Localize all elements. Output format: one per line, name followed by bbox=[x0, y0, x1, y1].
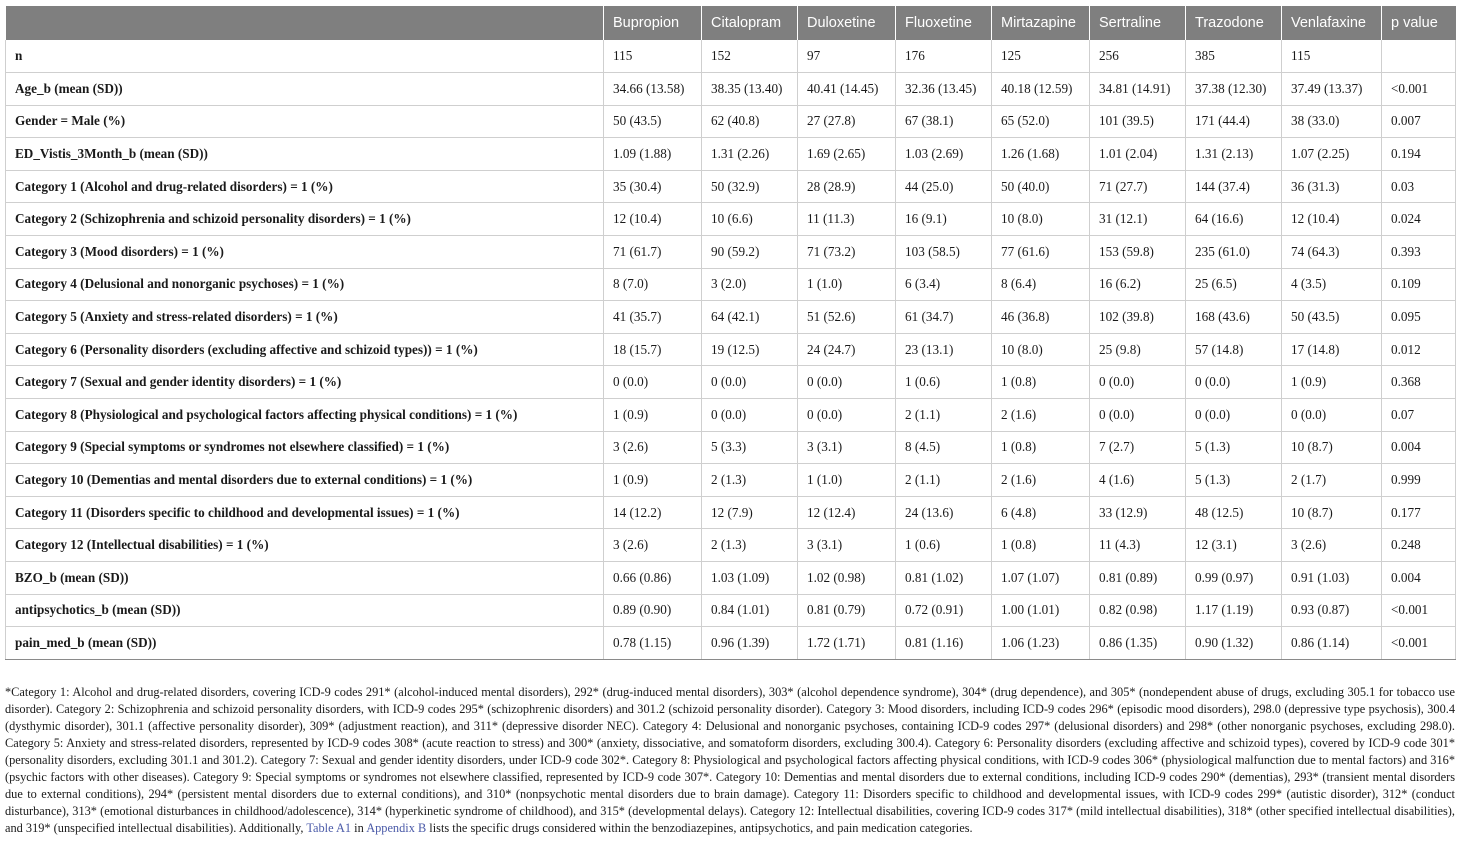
table-cell: <0.001 bbox=[1382, 594, 1456, 627]
table-cell: 103 (58.5) bbox=[896, 236, 992, 269]
table-cell: 6 (4.8) bbox=[992, 496, 1090, 529]
table-cell: 23 (13.1) bbox=[896, 333, 992, 366]
table-footnote bbox=[5, 684, 1455, 837]
header-cell: Citalopram bbox=[702, 6, 798, 40]
table-cell: 2 (1.3) bbox=[702, 464, 798, 497]
table-cell: 0.81 (1.16) bbox=[896, 627, 992, 660]
table-cell: 28 (28.9) bbox=[798, 170, 896, 203]
table-cell: 37.49 (13.37) bbox=[1282, 73, 1382, 106]
table-cell: 1 (0.9) bbox=[1282, 366, 1382, 399]
table-cell: 77 (61.6) bbox=[992, 236, 1090, 269]
table-cell: 90 (59.2) bbox=[702, 236, 798, 269]
table-cell: 0 (0.0) bbox=[798, 366, 896, 399]
footnote-mid: in bbox=[354, 821, 364, 835]
table-cell: 36 (31.3) bbox=[1282, 170, 1382, 203]
table-cell: 5 (1.3) bbox=[1186, 431, 1282, 464]
table-cell: 41 (35.7) bbox=[604, 301, 702, 334]
table-row bbox=[6, 464, 1456, 497]
table-cell: 0.999 bbox=[1382, 464, 1456, 497]
table-cell: 0.07 bbox=[1382, 399, 1456, 432]
table-row bbox=[6, 203, 1456, 236]
table-cell: 115 bbox=[604, 40, 702, 73]
table-cell: 0 (0.0) bbox=[1282, 399, 1382, 432]
table-cell: 152 bbox=[702, 40, 798, 73]
table-cell: 5 (3.3) bbox=[702, 431, 798, 464]
table-cell: 0.109 bbox=[1382, 268, 1456, 301]
table-cell: 1.31 (2.26) bbox=[702, 138, 798, 171]
table-container bbox=[5, 6, 1455, 660]
table-cell: 1.17 (1.19) bbox=[1186, 594, 1282, 627]
table-cell: 1 (0.9) bbox=[604, 399, 702, 432]
table-cell: 0.393 bbox=[1382, 236, 1456, 269]
table-cell: 0.012 bbox=[1382, 333, 1456, 366]
table-cell: 0 (0.0) bbox=[604, 366, 702, 399]
row-label: Category 5 (Anxiety and stress-related disorders) = 1 (%) bbox=[6, 301, 604, 334]
table-cell: 14 (12.2) bbox=[604, 496, 702, 529]
table-cell: 0.03 bbox=[1382, 170, 1456, 203]
table-cell: 0.86 (1.14) bbox=[1282, 627, 1382, 660]
table-cell: 0.81 (1.02) bbox=[896, 562, 992, 595]
table-cell: 8 (7.0) bbox=[604, 268, 702, 301]
table-cell: 0.72 (0.91) bbox=[896, 594, 992, 627]
table-cell: 0 (0.0) bbox=[702, 399, 798, 432]
table-row bbox=[6, 366, 1456, 399]
data-table bbox=[5, 6, 1456, 660]
table-cell: 74 (64.3) bbox=[1282, 236, 1382, 269]
table-row bbox=[6, 431, 1456, 464]
table-cell: 50 (32.9) bbox=[702, 170, 798, 203]
table-cell: 1.09 (1.88) bbox=[604, 138, 702, 171]
table-row bbox=[6, 170, 1456, 203]
table-cell: 19 (12.5) bbox=[702, 333, 798, 366]
table-cell: 10 (8.0) bbox=[992, 203, 1090, 236]
table-cell: 1.07 (2.25) bbox=[1282, 138, 1382, 171]
table-cell: 256 bbox=[1090, 40, 1186, 73]
table-cell: 3 (2.6) bbox=[604, 529, 702, 562]
footnote-end: lists the specific drugs considered within the benzodiazepines, antipsychotics, and pain medication categories. bbox=[429, 821, 973, 835]
table-cell: 0.90 (1.32) bbox=[1186, 627, 1282, 660]
table-row bbox=[6, 333, 1456, 366]
table-cell: 235 (61.0) bbox=[1186, 236, 1282, 269]
table-cell: 12 (7.9) bbox=[702, 496, 798, 529]
table-cell: 1 (0.8) bbox=[992, 529, 1090, 562]
table-cell: 33 (12.9) bbox=[1090, 496, 1186, 529]
table-cell: 62 (40.8) bbox=[702, 105, 798, 138]
footnote-text: *Category 1: Alcohol and drug-related disorders, covering ICD-9 codes 291* (alcohol-induced mental disorders), 292* (drug-induced mental disorders), 303* (alcohol dependence syndrome), 304* (drug dependence), and 305* (nondependent abuse of drugs, excluding 305.1 for tobacco use disorder). Category 2: Schizophrenia and schizoid personality disorders, with ICD-9 codes 295* (schizophrenic disorders) and 301.2 (schizoid personality disorder). Category 3: Mood disorders, including ICD-9 codes 296* (episodic mood disorders), 298.0 (depressive type psychosis), 300.4 (dysthymic disorder), 301.1 (affective personality disorder), 309* (adjustment reaction), and 311* (depressive disorder NEC). Category 4: Delusional and nonorganic psychoses, containing ICD-9 codes 297* (delusional disorders) and 298* (other nonorganic psychoses, excluding 298.0). Category 5: Anxiety and stress-related disorders, represented by ICD-9 codes 308* (acute reaction to stress) and 300* (anxiety, dissociative, and somatoform disorders, excluding 300.4). Category 6: Personality disorders (excluding affective and schizoid types), covered by ICD-9 code 301* (personality disorders, excluding 301.1 and 301.2). Category 7: Sexual and gender identity disorders, under ICD-9 code 302*. Category 8: Physiological and psychological factors affecting physical conditions, with ICD-9 codes 306* (physiological malfunction due to mental factors) and 316* (psychic factors with other diseases). Category 9: Special symptoms or syndromes not elsewhere classified, represented by ICD-9 code 307*. Category 10: Dementias and mental disorders due to external conditions, including ICD-9 codes 290* (dementias), 293* (transient mental disorders due to external conditions), 294* (persistent mental disorders due to external conditions), and 310* (nonpsychotic mental disorders due to brain damage). Category 11: Disorders specific to childhood and developmental issues, with ICD-9 codes 299* (autistic disorder), 312* (conduct disturbance), 313* (emotional disturbances in childhood/adolescence), 314* (hyperkinetic syndrome of childhood), and 315* (developmental delays). Category 12: Intellectual disabilities, covering ICD-9 codes 317* (mild intellectual disabilities), 318* (other specified intellectual disabilities), and 319* (unspecified intellectual disabilities). Additionally, bbox=[5, 685, 1455, 835]
table-row bbox=[6, 529, 1456, 562]
table-cell: 3 (2.0) bbox=[702, 268, 798, 301]
table-cell: 10 (8.0) bbox=[992, 333, 1090, 366]
row-label: Category 1 (Alcohol and drug-related disorders) = 1 (%) bbox=[6, 170, 604, 203]
table-cell: 40.41 (14.45) bbox=[798, 73, 896, 106]
table-cell: 5 (1.3) bbox=[1186, 464, 1282, 497]
table-cell: 101 (39.5) bbox=[1090, 105, 1186, 138]
table-cell: 0.91 (1.03) bbox=[1282, 562, 1382, 595]
table-cell: 0 (0.0) bbox=[1186, 399, 1282, 432]
table-cell bbox=[1382, 40, 1456, 73]
table-cell: 46 (36.8) bbox=[992, 301, 1090, 334]
table-row bbox=[6, 496, 1456, 529]
table-cell: 1.72 (1.71) bbox=[798, 627, 896, 660]
table-cell: 0.89 (0.90) bbox=[604, 594, 702, 627]
table-cell: 48 (12.5) bbox=[1186, 496, 1282, 529]
header-cell-label bbox=[6, 6, 604, 40]
header-cell: Bupropion bbox=[604, 6, 702, 40]
header-cell: Sertraline bbox=[1090, 6, 1186, 40]
table-cell: 1 (0.8) bbox=[992, 431, 1090, 464]
table-cell: 8 (4.5) bbox=[896, 431, 992, 464]
table-cell: 11 (11.3) bbox=[798, 203, 896, 236]
table-cell: 1.31 (2.13) bbox=[1186, 138, 1282, 171]
table-cell: 115 bbox=[1282, 40, 1382, 73]
table-cell: 1.07 (1.07) bbox=[992, 562, 1090, 595]
table-cell: 2 (1.6) bbox=[992, 464, 1090, 497]
table-cell: 10 (8.7) bbox=[1282, 496, 1382, 529]
table-cell: 44 (25.0) bbox=[896, 170, 992, 203]
table-row bbox=[6, 627, 1456, 660]
table-cell: 2 (1.3) bbox=[702, 529, 798, 562]
row-label: Category 11 (Disorders specific to childhood and developmental issues) = 1 (%) bbox=[6, 496, 604, 529]
table-cell: 35 (30.4) bbox=[604, 170, 702, 203]
table-cell: 64 (16.6) bbox=[1186, 203, 1282, 236]
table-cell: 144 (37.4) bbox=[1186, 170, 1282, 203]
table-cell: 71 (61.7) bbox=[604, 236, 702, 269]
table-row bbox=[6, 73, 1456, 106]
row-label: antipsychotics_b (mean (SD)) bbox=[6, 594, 604, 627]
header-cell: p value bbox=[1382, 6, 1456, 40]
table-cell: 1 (0.9) bbox=[604, 464, 702, 497]
table-cell: 12 (3.1) bbox=[1186, 529, 1282, 562]
table-cell: 0.177 bbox=[1382, 496, 1456, 529]
table-cell: 12 (10.4) bbox=[604, 203, 702, 236]
table-cell: 27 (27.8) bbox=[798, 105, 896, 138]
table-cell: 2 (1.1) bbox=[896, 464, 992, 497]
row-label: Category 4 (Delusional and nonorganic psychoses) = 1 (%) bbox=[6, 268, 604, 301]
table-cell: 0.86 (1.35) bbox=[1090, 627, 1186, 660]
table-cell: 1.02 (0.98) bbox=[798, 562, 896, 595]
row-label: Gender = Male (%) bbox=[6, 105, 604, 138]
table-cell: 10 (6.6) bbox=[702, 203, 798, 236]
table-row bbox=[6, 236, 1456, 269]
row-label: Category 8 (Physiological and psychological factors affecting physical conditions) = 1 (%) bbox=[6, 399, 604, 432]
table-cell: 16 (9.1) bbox=[896, 203, 992, 236]
table-cell: 0 (0.0) bbox=[1186, 366, 1282, 399]
table-cell: 2 (1.1) bbox=[896, 399, 992, 432]
table-cell: 11 (4.3) bbox=[1090, 529, 1186, 562]
table-cell: 0.004 bbox=[1382, 431, 1456, 464]
table-cell: 0.194 bbox=[1382, 138, 1456, 171]
table-cell: 2 (1.7) bbox=[1282, 464, 1382, 497]
header-cell: Trazodone bbox=[1186, 6, 1282, 40]
table-cell: 125 bbox=[992, 40, 1090, 73]
table-a1-link[interactable]: Table A1 bbox=[306, 821, 352, 835]
table-cell: 0.84 (1.01) bbox=[702, 594, 798, 627]
table-cell: 34.66 (13.58) bbox=[604, 73, 702, 106]
row-label: Category 3 (Mood disorders) = 1 (%) bbox=[6, 236, 604, 269]
table-cell: 0.095 bbox=[1382, 301, 1456, 334]
row-label: Category 10 (Dementias and mental disorders due to external conditions) = 1 (%) bbox=[6, 464, 604, 497]
table-cell: 1.03 (1.09) bbox=[702, 562, 798, 595]
table-cell: 1.69 (2.65) bbox=[798, 138, 896, 171]
table-cell: 57 (14.8) bbox=[1186, 333, 1282, 366]
row-label: Age_b (mean (SD)) bbox=[6, 73, 604, 106]
table-cell: 25 (9.8) bbox=[1090, 333, 1186, 366]
appendix-b-link[interactable]: Appendix B bbox=[366, 821, 427, 835]
table-cell: 2 (1.6) bbox=[992, 399, 1090, 432]
table-cell: 0 (0.0) bbox=[702, 366, 798, 399]
table-cell: 102 (39.8) bbox=[1090, 301, 1186, 334]
row-label: ED_Vistis_3Month_b (mean (SD)) bbox=[6, 138, 604, 171]
table-cell: 40.18 (12.59) bbox=[992, 73, 1090, 106]
table-cell: <0.001 bbox=[1382, 627, 1456, 660]
table-cell: 50 (43.5) bbox=[1282, 301, 1382, 334]
table-cell: 50 (43.5) bbox=[604, 105, 702, 138]
table-cell: 0.99 (0.97) bbox=[1186, 562, 1282, 595]
table-cell: 12 (10.4) bbox=[1282, 203, 1382, 236]
table-cell: 25 (6.5) bbox=[1186, 268, 1282, 301]
table-cell: 0.368 bbox=[1382, 366, 1456, 399]
table-cell: 97 bbox=[798, 40, 896, 73]
row-label: Category 6 (Personality disorders (excluding affective and schizoid types)) = 1 (%) bbox=[6, 333, 604, 366]
table-cell: 0.81 (0.79) bbox=[798, 594, 896, 627]
table-cell: 32.36 (13.45) bbox=[896, 73, 992, 106]
table-cell: 1.26 (1.68) bbox=[992, 138, 1090, 171]
table-row bbox=[6, 594, 1456, 627]
table-cell: 1 (0.6) bbox=[896, 529, 992, 562]
table-cell: 0.82 (0.98) bbox=[1090, 594, 1186, 627]
header-cell: Mirtazapine bbox=[992, 6, 1090, 40]
row-label: Category 12 (Intellectual disabilities) = 1 (%) bbox=[6, 529, 604, 562]
header-cell: Fluoxetine bbox=[896, 6, 992, 40]
table-cell: 71 (73.2) bbox=[798, 236, 896, 269]
table-cell: 3 (3.1) bbox=[798, 529, 896, 562]
table-cell: 1 (1.0) bbox=[798, 268, 896, 301]
table-cell: 17 (14.8) bbox=[1282, 333, 1382, 366]
table-cell: 0 (0.0) bbox=[1090, 366, 1186, 399]
table-cell: 38.35 (13.40) bbox=[702, 73, 798, 106]
table-cell: 0.007 bbox=[1382, 105, 1456, 138]
table-cell: 18 (15.7) bbox=[604, 333, 702, 366]
table-cell: 34.81 (14.91) bbox=[1090, 73, 1186, 106]
table-cell: 1 (1.0) bbox=[798, 464, 896, 497]
table-cell: 65 (52.0) bbox=[992, 105, 1090, 138]
row-label: Category 2 (Schizophrenia and schizoid personality disorders) = 1 (%) bbox=[6, 203, 604, 236]
table-cell: 0.66 (0.86) bbox=[604, 562, 702, 595]
table-row bbox=[6, 105, 1456, 138]
table-row bbox=[6, 40, 1456, 73]
table-cell: 0 (0.0) bbox=[798, 399, 896, 432]
table-cell: 24 (24.7) bbox=[798, 333, 896, 366]
table-cell: 64 (42.1) bbox=[702, 301, 798, 334]
table-row bbox=[6, 268, 1456, 301]
table-row bbox=[6, 301, 1456, 334]
table-cell: 16 (6.2) bbox=[1090, 268, 1186, 301]
table-cell: 3 (2.6) bbox=[1282, 529, 1382, 562]
table-cell: 1.06 (1.23) bbox=[992, 627, 1090, 660]
table-cell: 3 (3.1) bbox=[798, 431, 896, 464]
table-cell: 38 (33.0) bbox=[1282, 105, 1382, 138]
table-cell: 67 (38.1) bbox=[896, 105, 992, 138]
table-cell: 10 (8.7) bbox=[1282, 431, 1382, 464]
table-cell: 1.03 (2.69) bbox=[896, 138, 992, 171]
table-cell: 0.81 (0.89) bbox=[1090, 562, 1186, 595]
row-label: Category 7 (Sexual and gender identity disorders) = 1 (%) bbox=[6, 366, 604, 399]
table-cell: 0.248 bbox=[1382, 529, 1456, 562]
table-cell: 24 (13.6) bbox=[896, 496, 992, 529]
table-row bbox=[6, 562, 1456, 595]
row-label: pain_med_b (mean (SD)) bbox=[6, 627, 604, 660]
table-cell: 50 (40.0) bbox=[992, 170, 1090, 203]
table-cell: 7 (2.7) bbox=[1090, 431, 1186, 464]
table-cell: 0.78 (1.15) bbox=[604, 627, 702, 660]
header-cell: Duloxetine bbox=[798, 6, 896, 40]
row-label: BZO_b (mean (SD)) bbox=[6, 562, 604, 595]
table-cell: 0.004 bbox=[1382, 562, 1456, 595]
table-cell: 171 (44.4) bbox=[1186, 105, 1282, 138]
table-cell: 153 (59.8) bbox=[1090, 236, 1186, 269]
table-cell: <0.001 bbox=[1382, 73, 1456, 106]
table-cell: 385 bbox=[1186, 40, 1282, 73]
table-cell: 168 (43.6) bbox=[1186, 301, 1282, 334]
table-cell: 1.00 (1.01) bbox=[992, 594, 1090, 627]
table-cell: 12 (12.4) bbox=[798, 496, 896, 529]
table-cell: 51 (52.6) bbox=[798, 301, 896, 334]
header-cell: Venlafaxine bbox=[1282, 6, 1382, 40]
table-cell: 3 (2.6) bbox=[604, 431, 702, 464]
table-cell: 0.024 bbox=[1382, 203, 1456, 236]
table-cell: 176 bbox=[896, 40, 992, 73]
table-cell: 0.93 (0.87) bbox=[1282, 594, 1382, 627]
table-cell: 4 (3.5) bbox=[1282, 268, 1382, 301]
table-cell: 4 (1.6) bbox=[1090, 464, 1186, 497]
table-cell: 1 (0.8) bbox=[992, 366, 1090, 399]
table-cell: 1.01 (2.04) bbox=[1090, 138, 1186, 171]
table-cell: 0.96 (1.39) bbox=[702, 627, 798, 660]
table-cell: 61 (34.7) bbox=[896, 301, 992, 334]
table-cell: 6 (3.4) bbox=[896, 268, 992, 301]
row-label: Category 9 (Special symptoms or syndromes not elsewhere classified) = 1 (%) bbox=[6, 431, 604, 464]
row-label: n bbox=[6, 40, 604, 73]
table-cell: 31 (12.1) bbox=[1090, 203, 1186, 236]
table-cell: 0 (0.0) bbox=[1090, 399, 1186, 432]
table-header-row bbox=[6, 6, 1456, 40]
table-body bbox=[6, 40, 1456, 659]
table-cell: 8 (6.4) bbox=[992, 268, 1090, 301]
table-cell: 1 (0.6) bbox=[896, 366, 992, 399]
table-row bbox=[6, 399, 1456, 432]
table-row bbox=[6, 138, 1456, 171]
table-cell: 71 (27.7) bbox=[1090, 170, 1186, 203]
table-cell: 37.38 (12.30) bbox=[1186, 73, 1282, 106]
